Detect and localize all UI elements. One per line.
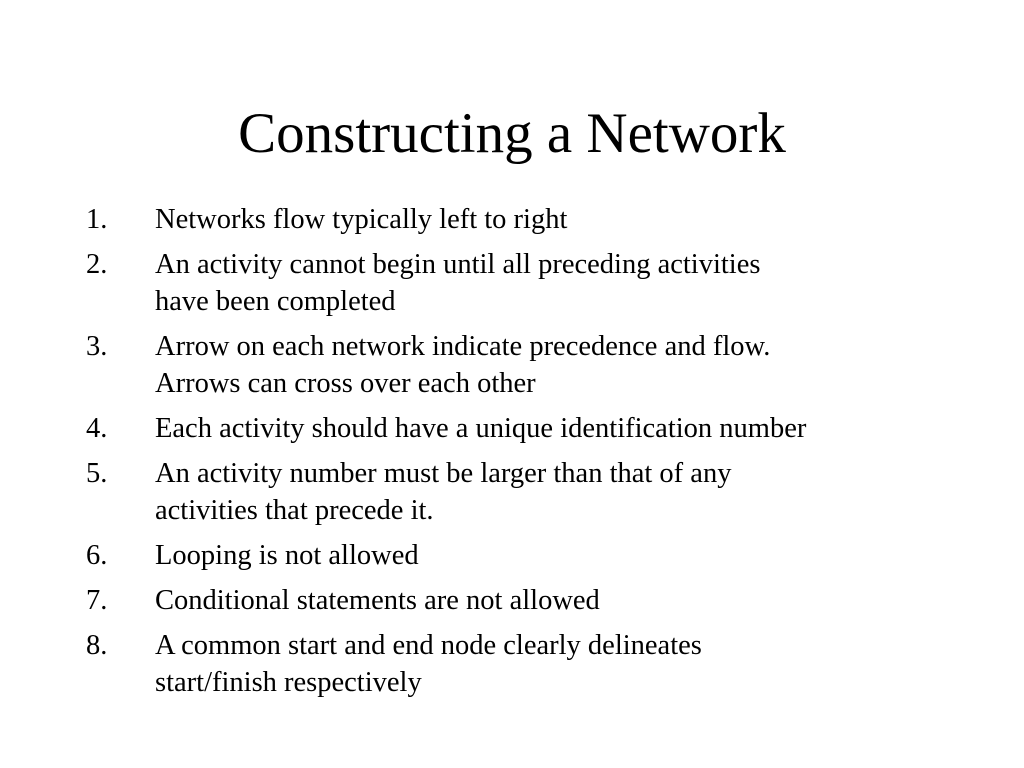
list-item <box>86 627 986 701</box>
list-item-text: Conditional statements are not allowed <box>155 585 600 616</box>
list-item-number: 1. <box>86 204 108 235</box>
list-item <box>86 201 986 238</box>
list-item-number: 2. <box>86 249 108 280</box>
list-item-number: 6. <box>86 540 108 571</box>
slide-title: Constructing a Network <box>238 102 786 165</box>
list-item-number: 7. <box>86 585 108 616</box>
list-item-text: An activity cannot begin until all preceding activities have been completed <box>155 249 761 317</box>
list-item-text: A common start and end node clearly delineates start/finish respectively <box>155 630 702 698</box>
list-item-number: 4. <box>86 413 108 444</box>
list-item-number: 3. <box>86 331 108 362</box>
list-item-text: Each activity should have a unique identification number <box>155 413 807 444</box>
list-item <box>86 328 986 402</box>
list-item-number: 8. <box>86 630 108 661</box>
list-item-text: Arrow on each network indicate precedence and flow. Arrows can cross over each other <box>155 331 771 399</box>
list-item-text: Looping is not allowed <box>155 540 419 571</box>
list-item <box>86 455 986 529</box>
list-item <box>86 246 986 320</box>
list-item-text: An activity number must be larger than that of any activities that precede it. <box>155 458 732 526</box>
list-item <box>86 410 986 447</box>
list-item-number: 5. <box>86 458 108 489</box>
numbered-list <box>86 201 986 709</box>
list-item-text: Networks flow typically left to right <box>155 204 568 235</box>
list-item <box>86 582 986 619</box>
list-item <box>86 537 986 574</box>
